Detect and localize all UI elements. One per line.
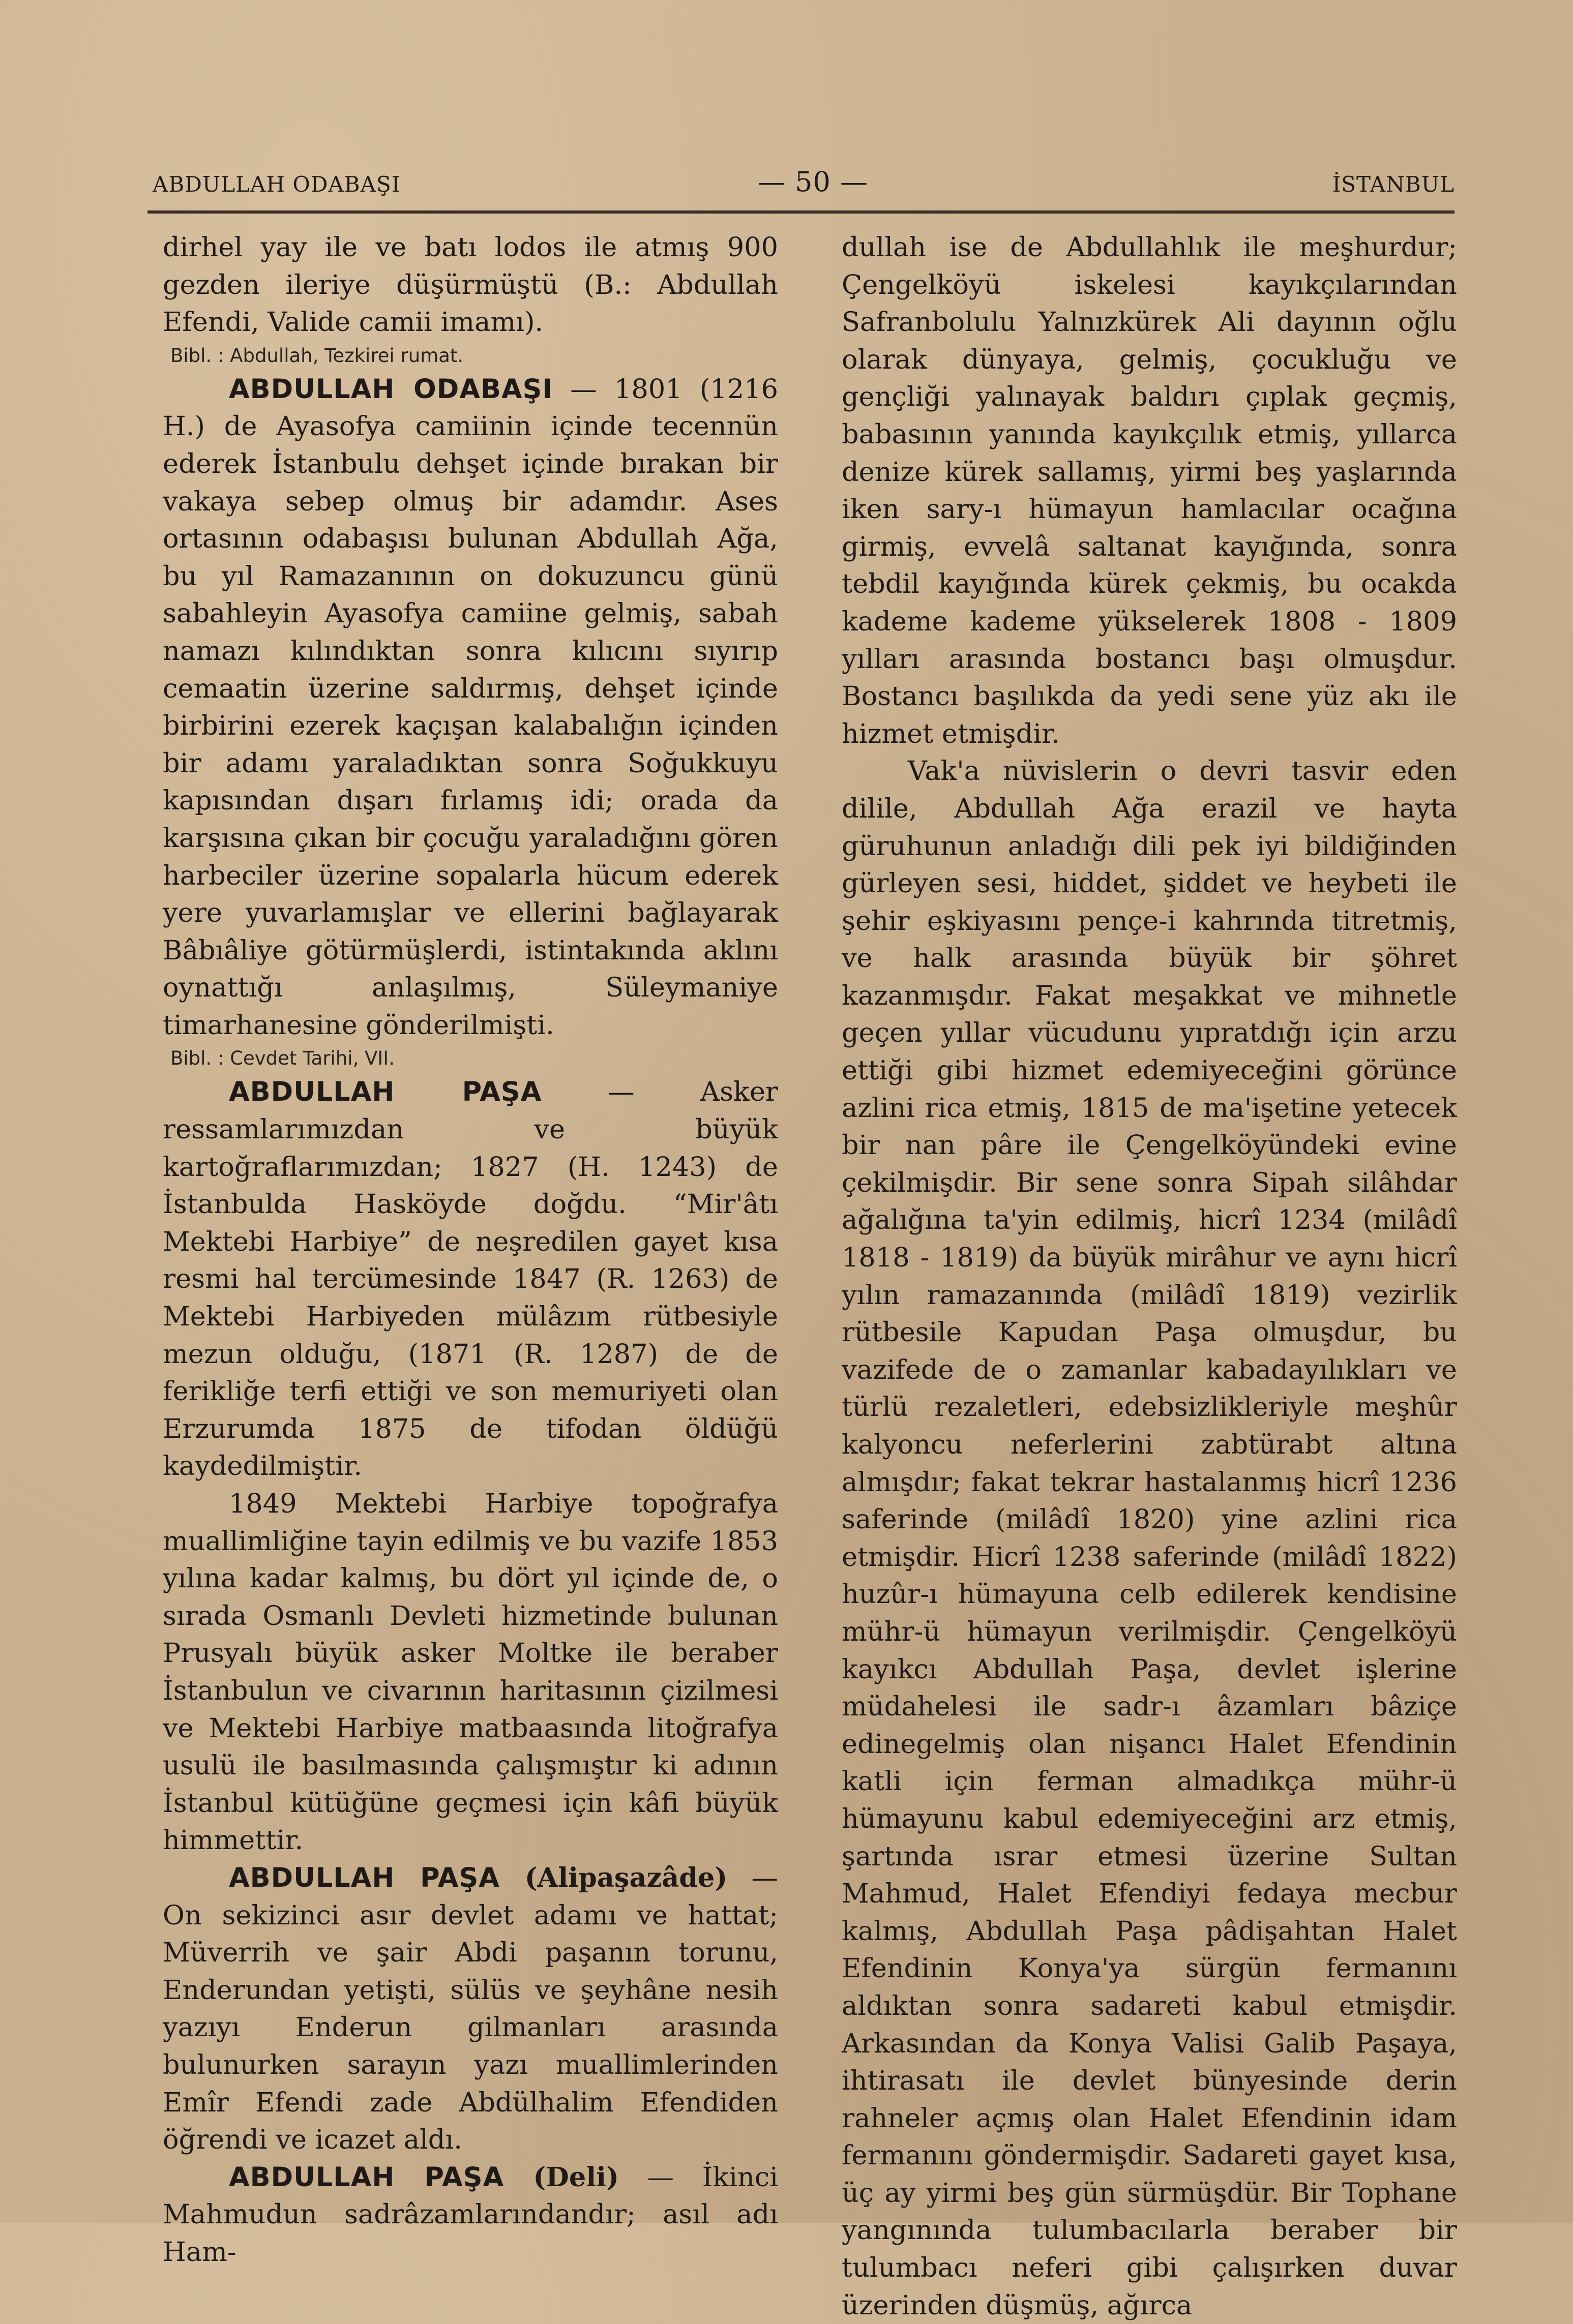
page-number: — 50 — xyxy=(758,166,869,198)
entry-qualifier: (Alipaşazâde) xyxy=(499,1862,728,1893)
entry-headword: ABDULLAH PAŞA xyxy=(229,1076,542,1108)
entry-abdullah-pasa xyxy=(163,1073,778,1485)
entry-headword: ABDULLAH PAŞA xyxy=(229,1862,500,1893)
entry-abdullah-odabasi xyxy=(163,371,778,1044)
entry-text: — On sekizinci asır devlet adamı ve hattat; Müverrih ve şair Abdi paşanın torunu, Enderundan yetişti, sülüs ve şeyhâne nesih yazıyı Enderun gilmanları arasında bulunurken sarayın yazı muallimlerinden Emîr Efendi zade Abdülhalim Efendiden öğrendi ve icazet aldı. xyxy=(163,1862,778,2156)
entry-text: — 1801 (1216 H.) de Ayasofya camiinin içinde tecennün ederek İstanbulu dehşet içinde bırakan bir vakaya sebep olmuş bir adamdır. Ases ortasının odabaşısı bulunan Abdullah Ağa, bu yıl Ramazanının on dokuzuncu günü sabahleyin Ayasofya camiine gelmiş, sabah namazı kılındıktan sonra kılıcını sıyırıp cemaatin üzerine saldırmış, dehşet içinde birbirini ezerek kaçışan kalabalığın içinden bir adamı yaraladıktan sonra Soğukkuyu kapısından dışarı fırlamış idi; orada da karşısına çıkan bir çocuğu yaraladığını gören harbeciler üzerine sopalarla hücum ederek yere yuvarlamışlar ve ellerini bağlayarak Bâbıâliye götürmüşlerdi, istintakında aklını oynattığı anlaşılmış, Süleymaniye timarhanesine gönderilmişti. xyxy=(163,373,778,1041)
bibliography-note: Bibl. : Abdullah, Tezkirei rumat. xyxy=(170,344,464,367)
header-rule xyxy=(147,210,1455,214)
entry-abdullah-pasa-deli xyxy=(163,2159,778,2271)
page-header xyxy=(147,162,1455,213)
running-head-left: ABDULLAH ODABAŞI xyxy=(153,172,401,197)
continuation-paragraph: dullah ise de Abdullahlık ile meşhurdur; Çengelköyü iskelesi kayıkçılarından Safranbolulu Yalnızkürek Ali dayının oğlu olarak dünyaya, gelmiş, çocukluğu ve gençliği yalınayak baldırı çıplak geçmiş, babasının yanında kayıkçılık etmiş, yıllarca denize kürek sallamış, yirmi beş yaşlarında iken sary-ı hümayun hamlacılar ocağına girmiş, evvelâ saltanat kayığında, sonra tebdil kayığında kürek çekmiş, bu ocakda kademe kademe yükselerek 1808 - 1809 yılları arasında bostancı başı olmuşdur. Bostancı başılıkda da yedi sene yüz akı ile hizmet etmişdir. xyxy=(842,232,1457,749)
entry-paragraph: Vak'a nüvislerin o devri tasvir eden dilile, Abdullah Ağa erazil ve hayta güruhunun anladığı dili pek iyi bildiğinden gürleyen sesi, hiddet, şiddet ve heybeti ile şehir eşkiyasını pençe-i kahrında titretmiş, ve halk arasında büyük bir şöhret kazanmışdır. Fakat meşakkat ve mihnetle geçen yıllar vücudunu yıpratdığı için arzu ettiği gibi hizmet edemiyeceğini görünce azlini rica etmiş, 1815 de ma'işetine yetecek bir nan pâre ile Çengelköyündeki evine çekilmişdir. Bir sene sonra Sipah silâhdar ağalığına ta'yin edilmiş, hicrî 1234 (milâdî 1818 - 1819) da büyük mirâhur ve aynı hicrî yılın ramazanında (milâdî 1819) vezirlik rütbesile Kapudan Paşa olmuşdur, bu vazifede de o zamanlar kabadayılıkları ve türlü rezaletleri, edebsizlikleriyle meşhûr kalyoncu neferlerini zabtürabt altına almışdır; fakat tekrar hastalanmış hicrî 1236 saferinde (milâdî 1820) yine azlini rica etmişdir. Hicrî 1238 saferinde (milâdî 1822) huzûr-ı hümayuna celb edilerek kendisine mühr-ü hümayun verilmişdir. Çengelköyü kayıkcı Abdullah Paşa, devlet işlerine müdahelesi ile sadr-ı âzamları bâziçe edinegelmiş olan nişancı Halet Efendinin katli için ferman almadıkça mühr-ü hümayunu kabul edemiyeceğini arz etmiş, şartında ısrar etmesi üzerine Sultan Mahmud, Halet Efendiyi fedaya mecbur kalmış, Abdullah Paşa pâdişahtan Halet Efendinin Konya'ya sürgün fermanını aldıktan sonra sadareti kabul etmişdir. Arkasından da Konya Valisi Galib Paşaya, ihtirasatı ile devlet bünyesinde derin rahneler açmış olan Halet Efendinin idam fermanını göndermişdir. Sadareti gayet kısa, üç ay yirmi beş gün sürmüşdür. Bir Tophane yangınında tulumbacılarla beraber bir tulumbacı neferi gibi çalışırken duvar üzerinden düşmüş, ağırca xyxy=(842,756,1457,2321)
entry-qualifier: (Deli) xyxy=(504,2161,619,2193)
entry-abdullah-pasa-alipasazade xyxy=(163,1859,778,2159)
entry-text: — Asker ressamlarımızdan ve büyük kartoğraflarımızdan; 1827 (H. 1243) de İstanbulda Hasköyde doğdu. “Mir'âtı Mektebi Harbiye” de neşredilen gayet kısa resmi hal tercümesinde 1847 (R. 1263) de Mektebi Harbiyeden mülâzım rütbesiyle mezun olduğu, (1871 (R. 1287) de de ferikliğe terfi ettiği ve son memuriyeti olan Erzurumda 1875 de tifodan öldüğü kaydedilmiştir. xyxy=(163,1076,778,1482)
entry-headword: ABDULLAH ODABAŞI xyxy=(229,373,553,405)
entry-text: — İkinci Mahmudun sadrâzamlarındandır; asıl adı Ham- xyxy=(163,2161,778,2268)
right-column xyxy=(842,229,1457,2324)
entry-paragraph: 1849 Mektebi Harbiye topoğrafya muallimliğine tayin edilmiş ve bu vazife 1853 yılına kadar kalmış, bu dört yıl içinde de, o sırada Osmanlı Devleti hizmetinde bulunan Prusyalı büyük asker Moltke ile beraber İstanbulun ve civarının haritasının çizilmesi ve Mektebi Harbiye matbaasında litoğrafya usulü ile basılmasında çalışmıştır ki adının İstanbul kütüğüne geçmesi için kâfi büyük himmettir. xyxy=(163,1488,778,1856)
bibliography-note: Bibl. : Cevdet Tarihi, VII. xyxy=(170,1047,395,1070)
continuation-paragraph: dirhel yay ile ve batı lodos ile atmış 900 gezden ileriye düşürmüştü (B.: Abdullah Efendi, Valide camii imamı). xyxy=(163,232,778,338)
running-head-right: İSTANBUL xyxy=(1332,172,1455,197)
entry-headword: ABDULLAH PAŞA xyxy=(229,2161,504,2193)
left-column xyxy=(163,229,778,2271)
